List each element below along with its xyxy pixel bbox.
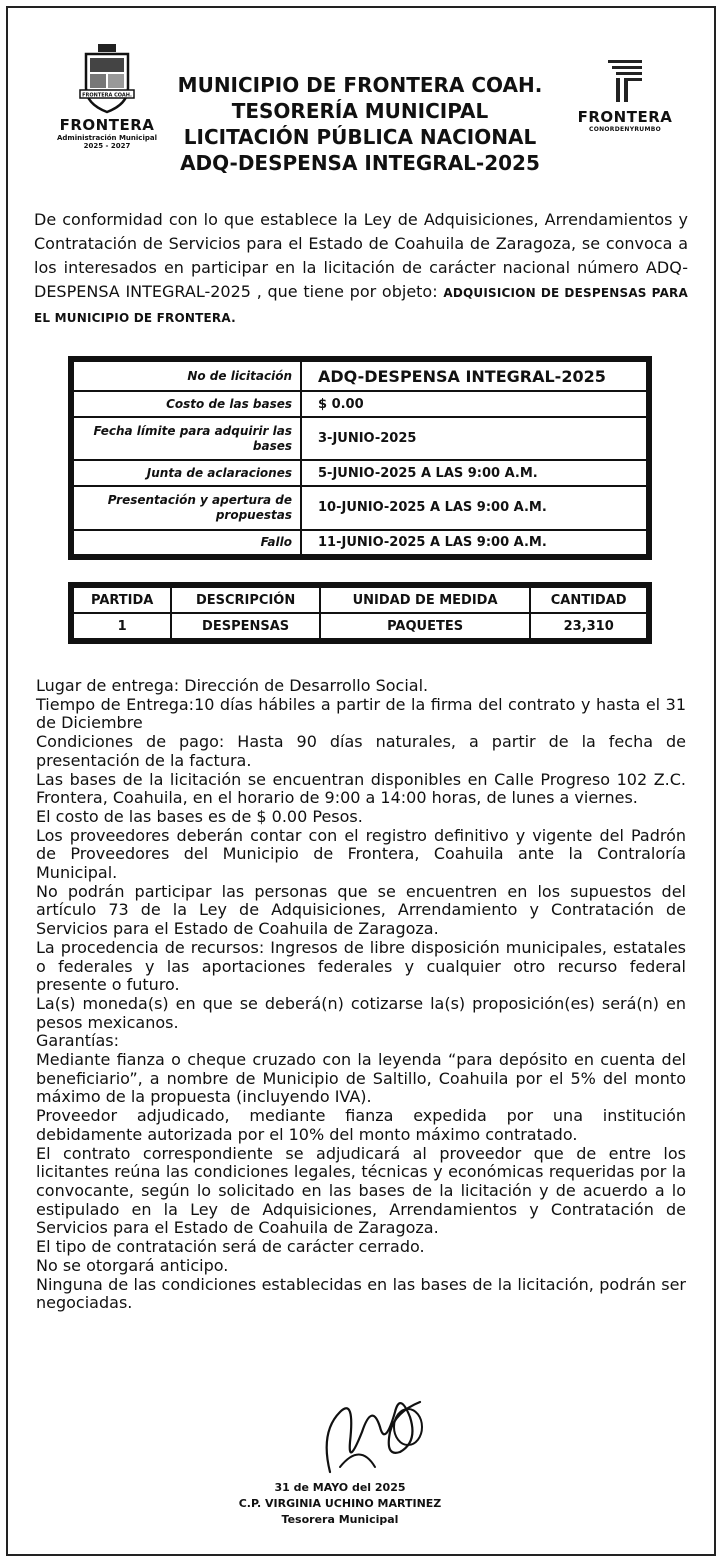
info-value: 11-JUNIO-2025 A LAS 9:00 A.M. bbox=[301, 530, 647, 556]
conditions-text bbox=[36, 677, 686, 1313]
table-cell: DESPENSAS bbox=[171, 613, 319, 639]
condition-paragraph: El contrato correspondiente se adjudicará al proveedor que de entre los licitantes reúna las condiciones legales, técnicas y económicas requeridas por la convocante, según lo solicitado en las bases de la licitación y de acuerdo a lo estipulado en la Ley de Adquisiciones, Arrendamientos y Contratación de Servicios para el Estado de Coahuila de Zaragoza. bbox=[36, 1143, 686, 1238]
items-table bbox=[68, 582, 652, 644]
column-header: DESCRIPCIÓN bbox=[171, 587, 319, 613]
title-line: LICITACIÓN PÚBLICA NACIONAL bbox=[183, 125, 537, 149]
info-value: 3-JUNIO-2025 bbox=[301, 417, 647, 461]
info-label: Presentación y apertura de propuestas bbox=[73, 486, 301, 530]
condition-paragraph: Los proveedores deberán contar con el registro definitivo y vigente del Padrón de Proveedores del Municipio de Frontera, Coahuila ante la Contraloría Municipal. bbox=[36, 825, 686, 883]
condition-paragraph: No podrán participar las personas que se encuentren en los supuestos del artículo 73 de la Ley de Adquisiciones, Arrendamiento y Contratación de Servicios para el Estado de Coahuila de Zaragoza. bbox=[36, 881, 686, 939]
info-value: 10-JUNIO-2025 A LAS 9:00 A.M. bbox=[301, 486, 647, 530]
column-header: UNIDAD DE MEDIDA bbox=[320, 587, 531, 613]
column-header: CANTIDAD bbox=[530, 587, 647, 613]
condition-paragraph: Las bases de la licitación se encuentran disponibles en Calle Progreso 102 Z.C. Frontera, Coahuila, en el horario de 9:00 a 14:00 horas, de lunes a viernes. bbox=[36, 769, 686, 808]
intro-object: ADQUISICION DE DESPENSAS PARA EL MUNICIPIO DE FRONTERA. bbox=[34, 286, 688, 325]
table-row bbox=[73, 486, 647, 530]
condition-paragraph: Garantías: bbox=[36, 1031, 119, 1051]
signature-block bbox=[210, 1480, 470, 1528]
intro-paragraph bbox=[34, 208, 688, 330]
title-line: ADQ-DESPENSA INTEGRAL-2025 bbox=[180, 151, 540, 175]
info-label: Fallo bbox=[73, 530, 301, 556]
table-row bbox=[73, 391, 647, 416]
table-cell: 23,310 bbox=[530, 613, 647, 639]
title-line: MUNICIPIO DE FRONTERA COAH. bbox=[177, 73, 543, 97]
table-row bbox=[73, 530, 647, 556]
info-value: $ 0.00 bbox=[301, 391, 647, 416]
right-logo-slogan: CONORDENYRUMBO bbox=[588, 126, 662, 133]
condition-paragraph: La(s) moneda(s) en que se deberá(n) cotizarse la(s) proposición(es) será(n) en pesos mexicanos. bbox=[36, 993, 686, 1032]
condition-paragraph: La procedencia de recursos: Ingresos de libre disposición municipales, estatales o federales y las aportaciones federales y cualquier otro recurso federal presente o futuro. bbox=[36, 937, 686, 995]
condition-paragraph: Condiciones de pago: Hasta 90 días naturales, a partir de la fecha de presentación de la factura. bbox=[36, 732, 686, 770]
intro-text: De conformidad con lo que establece la Ley de Adquisiciones, Arrendamientos y Contratación de Servicios para el Estado de Coahuila de Zaragoza, se convoca a los interesados en participar en la licitación de carácter nacional número ADQ-DESPENSA INTEGRAL-2025 , que tiene por objeto: bbox=[34, 210, 688, 301]
condition-paragraph: Tiempo de Entrega:10 días hábiles a partir de la firma del contrato y hasta el 31 de Diciembre bbox=[36, 694, 686, 733]
info-value: ADQ-DESPENSA INTEGRAL-2025 bbox=[301, 361, 647, 391]
table-row bbox=[73, 613, 647, 639]
frontera-stripes-icon bbox=[600, 56, 650, 106]
signer-role: Tesorera Municipal bbox=[281, 1513, 399, 1526]
right-logo-name: FRONTERA bbox=[577, 108, 673, 126]
condition-paragraph: El tipo de contratación será de carácter cerrado. bbox=[36, 1237, 425, 1257]
tender-info-table bbox=[68, 356, 652, 560]
table-row bbox=[73, 417, 647, 461]
condition-paragraph: El costo de las bases es de $ 0.00 Pesos. bbox=[36, 806, 363, 826]
coat-of-arms-icon bbox=[76, 44, 138, 114]
table-header-row bbox=[73, 587, 647, 613]
condition-paragraph: No se otorgará anticipo. bbox=[36, 1255, 229, 1275]
info-label: Fecha límite para adquirir las bases bbox=[73, 417, 301, 461]
condition-paragraph: Proveedor adjudicado, mediante fianza expedida por una institución debidamente autorizada por el 10% del monto máximo contratado. bbox=[36, 1106, 686, 1144]
left-logo-name: FRONTERA bbox=[59, 116, 155, 134]
condition-paragraph: Lugar de entrega: Dirección de Desarrollo Social. bbox=[36, 676, 429, 695]
page-title bbox=[170, 72, 550, 176]
handwritten-signature bbox=[300, 1372, 430, 1482]
column-header: PARTIDA bbox=[73, 587, 171, 613]
info-label: No de licitación bbox=[73, 361, 301, 391]
info-label: Costo de las bases bbox=[73, 391, 301, 416]
frontera-brand-logo bbox=[560, 56, 690, 133]
municipal-logo bbox=[52, 44, 162, 156]
left-logo-subtitle: Administración Municipal bbox=[57, 134, 157, 142]
table-cell: PAQUETES bbox=[320, 613, 531, 639]
condition-paragraph: Ninguna de las condiciones establecidas en las bases de la licitación, podrán ser negociadas. bbox=[36, 1274, 686, 1313]
table-cell: 1 bbox=[73, 613, 171, 639]
left-logo-period: 2025 - 2027 bbox=[83, 142, 131, 150]
table-row bbox=[73, 460, 647, 485]
title-line: TESORERÍA MUNICIPAL bbox=[231, 99, 489, 123]
svg-text:FRONTERA COAH.: FRONTERA COAH. bbox=[82, 92, 132, 99]
signer-name: C.P. VIRGINIA UCHINO MARTINEZ bbox=[238, 1497, 442, 1510]
condition-paragraph: Mediante fianza o cheque cruzado con la leyenda “para depósito en cuenta del beneficiario”, a nombre de Municipio de Saltillo, Coahuila por el 5% del monto máximo de la propuesta (incluyendo IVA). bbox=[36, 1050, 686, 1107]
info-value: 5-JUNIO-2025 A LAS 9:00 A.M. bbox=[301, 460, 647, 485]
signature-date: 31 de MAYO del 2025 bbox=[274, 1481, 406, 1494]
info-label: Junta de aclaraciones bbox=[73, 460, 301, 485]
table-row bbox=[73, 361, 647, 391]
